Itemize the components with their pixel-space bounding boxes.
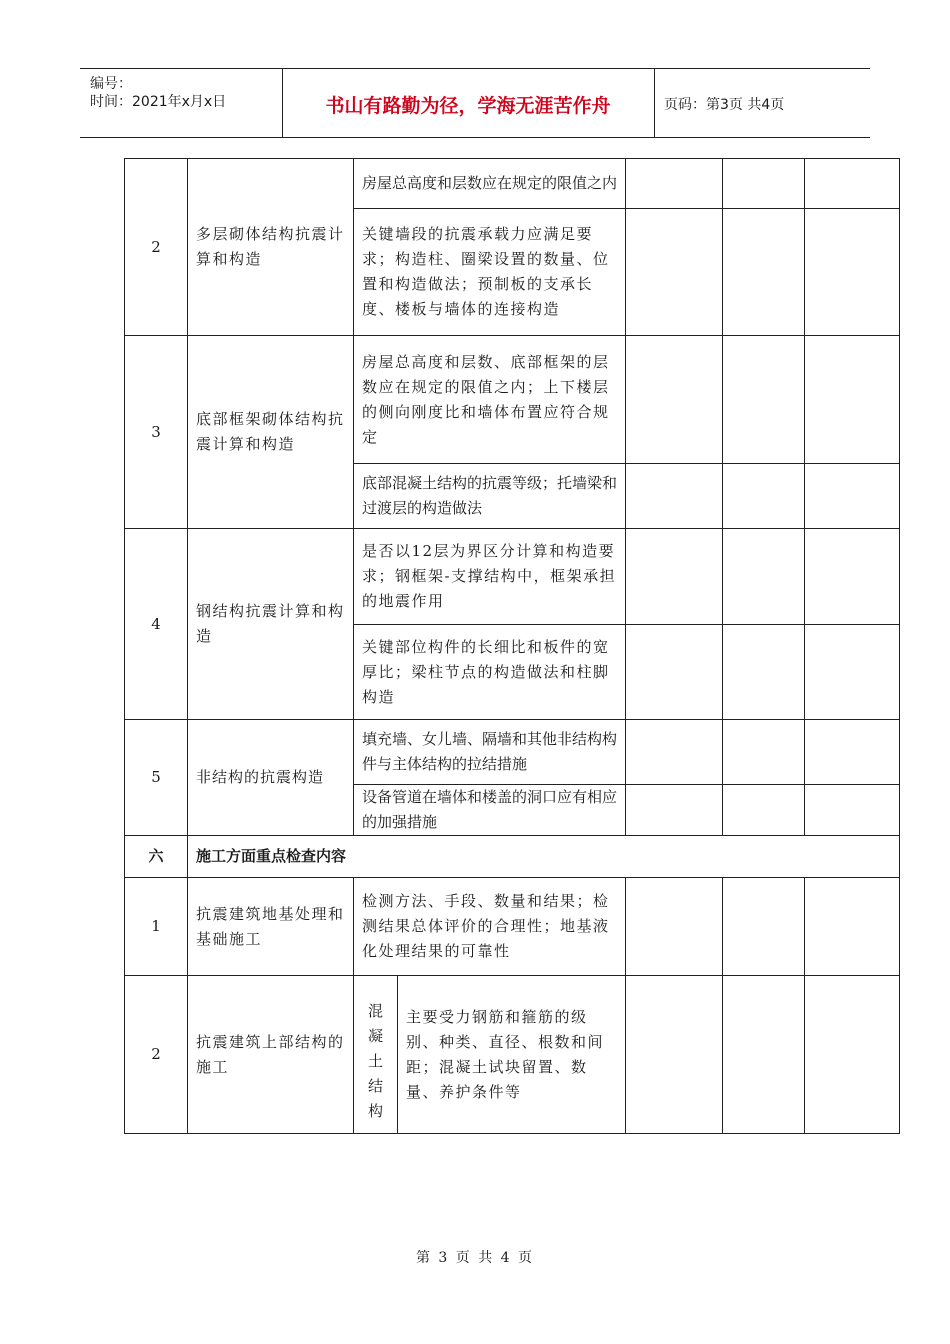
table-row [125, 720, 900, 785]
row-index: 2 [125, 159, 188, 336]
check-cell[interactable] [805, 159, 900, 209]
row-index: 1 [125, 878, 188, 976]
check-cell[interactable] [723, 878, 805, 976]
check-cell[interactable] [805, 785, 900, 836]
inspection-table [124, 158, 900, 1134]
header-meta [80, 69, 283, 137]
row-item: 抗震建筑上部结构的施工 [188, 976, 354, 1134]
check-cell[interactable] [805, 529, 900, 625]
row-item: 钢结构抗震计算和构造 [188, 529, 354, 720]
row-detail: 检测方法、手段、数量和结果；检测结果总体评价的合理性；地基液化处理结果的可靠性 [354, 878, 626, 976]
row-detail: 房屋总高度和层数、底部框架的层数应在规定的限值之内；上下楼层的侧向刚度比和墙体布置应符合规定 [354, 336, 626, 464]
header-motto-cell [282, 69, 655, 137]
row-detail: 房屋总高度和层数应在规定的限值之内 [354, 159, 626, 209]
page-header [80, 68, 870, 138]
page-info: 页码：第3页 共4页 [664, 97, 785, 113]
sub-category-text: 混凝土结构 [367, 1002, 383, 1120]
check-cell[interactable] [723, 159, 805, 209]
check-cell[interactable] [626, 529, 723, 625]
check-cell[interactable] [805, 209, 900, 336]
section-index: 六 [125, 836, 188, 878]
row-item: 抗震建筑地基处理和基础施工 [188, 878, 354, 976]
row-index: 4 [125, 529, 188, 720]
row-detail: 关键墙段的抗震承载力应满足要求；构造柱、圈梁设置的数量、位置和构造做法；预制板的支承长度、楼板与墙体的连接构造 [354, 209, 626, 336]
document-number: 编号： [90, 76, 132, 92]
check-cell[interactable] [805, 336, 900, 464]
table-row [125, 159, 900, 209]
page-footer: 第 3 页 共 4 页 [415, 1250, 535, 1266]
sub-category-label [354, 976, 398, 1134]
header-page-cell [654, 69, 870, 137]
check-cell[interactable] [805, 720, 900, 785]
row-detail: 主要受力钢筋和箍筋的级别、种类、直径、根数和间距；混凝土试块留置、数量、养护条件等 [398, 976, 626, 1134]
row-detail: 是否以12层为界区分计算和构造要求；钢框架-支撑结构中，框架承担的地震作用 [354, 529, 626, 625]
row-index: 2 [125, 976, 188, 1134]
check-cell[interactable] [805, 625, 900, 720]
check-cell[interactable] [626, 159, 723, 209]
check-cell[interactable] [723, 785, 805, 836]
check-cell[interactable] [626, 720, 723, 785]
check-cell[interactable] [626, 878, 723, 976]
check-cell[interactable] [626, 336, 723, 464]
row-item: 多层砌体结构抗震计算和构造 [188, 159, 354, 336]
section-title: 施工方面重点检查内容 [188, 836, 900, 878]
row-index: 3 [125, 336, 188, 529]
check-cell[interactable] [723, 625, 805, 720]
check-cell[interactable] [723, 336, 805, 464]
check-cell[interactable] [723, 209, 805, 336]
row-item: 非结构的抗震构造 [188, 720, 354, 836]
table-row [125, 976, 900, 1134]
row-detail: 填充墙、女儿墙、隔墙和其他非结构构件与主体结构的拉结措施 [354, 720, 626, 785]
row-item: 底部框架砌体结构抗震计算和构造 [188, 336, 354, 529]
section-row [125, 836, 900, 878]
check-cell[interactable] [626, 464, 723, 529]
document-time: 时间：2021年x月x日 [90, 94, 227, 110]
check-cell[interactable] [805, 878, 900, 976]
row-detail: 底部混凝土结构的抗震等级；托墙梁和过渡层的构造做法 [354, 464, 626, 529]
check-cell[interactable] [723, 976, 805, 1134]
motto: 书山有路勤为径，学海无涯苦作舟 [325, 95, 611, 117]
row-detail: 关键部位构件的长细比和板件的宽厚比；梁柱节点的构造做法和柱脚构造 [354, 625, 626, 720]
check-cell[interactable] [723, 464, 805, 529]
check-cell[interactable] [626, 976, 723, 1134]
check-cell[interactable] [723, 720, 805, 785]
table-row [125, 529, 900, 625]
table-row [125, 878, 900, 976]
table-row [125, 336, 900, 464]
check-cell[interactable] [805, 464, 900, 529]
check-cell[interactable] [626, 785, 723, 836]
check-cell[interactable] [626, 625, 723, 720]
check-cell[interactable] [723, 529, 805, 625]
row-detail: 设备管道在墙体和楼盖的洞口应有相应的加强措施 [354, 785, 626, 836]
check-cell[interactable] [805, 976, 900, 1134]
row-index: 5 [125, 720, 188, 836]
check-cell[interactable] [626, 209, 723, 336]
